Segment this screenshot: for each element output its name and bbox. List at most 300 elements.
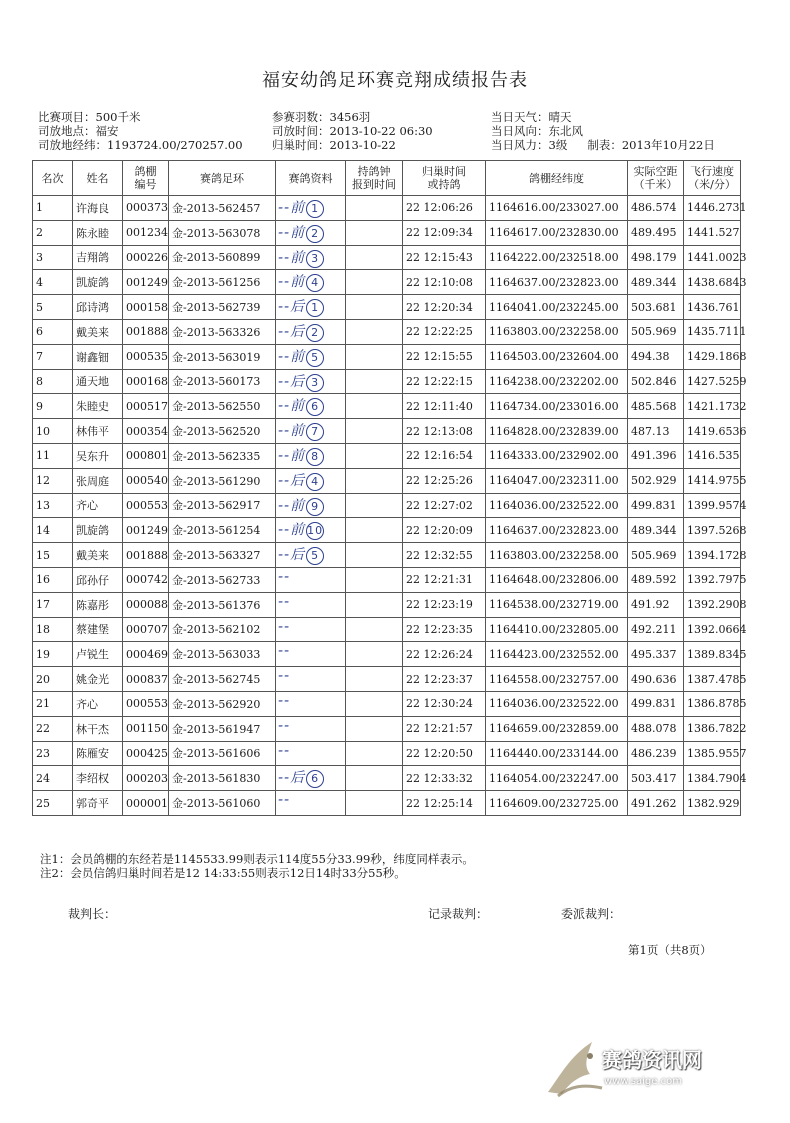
table-row: [33, 791, 741, 816]
handwritten-text: --: [278, 792, 291, 809]
circled-number: 7: [306, 423, 324, 441]
cell-name: 通天地: [73, 369, 123, 394]
table-row: [33, 443, 741, 468]
cell-distance: 503.417: [628, 766, 684, 791]
made-date: 制表：2013年10月22日: [587, 138, 715, 152]
info-mid: [272, 110, 433, 152]
cell-speed: 1392.0664: [684, 617, 741, 642]
cell-speed: 1392.2908: [684, 592, 741, 617]
cell-arrive: 22 12:23:35: [403, 617, 486, 642]
handwritten-note: [278, 197, 324, 218]
cell-name: 谢鑫钿: [73, 344, 123, 369]
cell-rank: 10: [33, 419, 73, 444]
cell-arrive: 22 12:13:08: [403, 419, 486, 444]
handwritten-note: [278, 519, 324, 540]
cell-coords: 1164036.00/232522.00: [486, 493, 628, 518]
handwritten-text: --: [278, 717, 291, 734]
header-info: 赛鸽资料: [276, 161, 346, 196]
handwritten-text: --: [278, 593, 291, 610]
cell-distance: 498.179: [628, 245, 684, 270]
cell-distance: 505.969: [628, 543, 684, 568]
cell-speed: 1438.6843: [684, 270, 741, 295]
circled-number: 3: [306, 250, 324, 268]
cell-loft: 000535: [123, 344, 169, 369]
header-speed: 飞行速度 （米/分）: [684, 161, 741, 196]
circled-number: 6: [306, 770, 324, 788]
cell-arrive: 22 12:23:19: [403, 592, 486, 617]
handwritten-text: --后: [278, 299, 306, 316]
cell-info: [276, 493, 346, 518]
table-row: [33, 493, 741, 518]
cell-loft: 000553: [123, 493, 169, 518]
cell-loft: 000203: [123, 766, 169, 791]
cell-ring: 金-2013-563326: [169, 319, 276, 344]
handwritten-text: --: [278, 618, 291, 635]
cell-loft: 000801: [123, 443, 169, 468]
cell-info: [276, 518, 346, 543]
cell-distance: 486.574: [628, 196, 684, 221]
cell-coords: 1164558.00/232757.00: [486, 667, 628, 692]
cell-info: [276, 319, 346, 344]
cell-distance: 491.262: [628, 791, 684, 816]
handwritten-note: [278, 271, 324, 292]
cell-ring: 金-2013-561830: [169, 766, 276, 791]
table-row: [33, 468, 741, 493]
cell-name: 戴美来: [73, 319, 123, 344]
handwritten-note: [278, 495, 324, 516]
handwritten-text: --后: [278, 547, 306, 564]
header-arrive: 归巢时间 或持鸽: [403, 161, 486, 196]
handwritten-note: [278, 693, 290, 709]
cell-arrive: 22 12:27:02: [403, 493, 486, 518]
table-row: [33, 667, 741, 692]
cell-coords: 1164410.00/232805.00: [486, 617, 628, 642]
cell-distance: 502.846: [628, 369, 684, 394]
handwritten-note: [278, 668, 290, 684]
cell-ring: 金-2013-561256: [169, 270, 276, 295]
cell-rank: 8: [33, 369, 73, 394]
cell-loft: 000088: [123, 592, 169, 617]
cell-arrive: 22 12:11:40: [403, 394, 486, 419]
cell-speed: 1419.6536: [684, 419, 741, 444]
header-rank: 名次: [33, 161, 73, 196]
cell-name: 朱睦史: [73, 394, 123, 419]
pigeon-logo-icon: [540, 1036, 610, 1106]
cell-coords: 1164734.00/233016.00: [486, 394, 628, 419]
cell-arrive: 22 12:25:14: [403, 791, 486, 816]
cell-name: 林干杰: [73, 716, 123, 741]
cell-rank: 22: [33, 716, 73, 741]
header-coords: 鸽棚经纬度: [486, 161, 628, 196]
cell-name: 姚金光: [73, 667, 123, 692]
cell-name: 邱诗鸿: [73, 295, 123, 320]
cell-name: 齐心: [73, 691, 123, 716]
cell-arrive: 22 12:06:26: [403, 196, 486, 221]
table-row: [33, 394, 741, 419]
cell-arrive: 22 12:20:50: [403, 741, 486, 766]
handwritten-text: --前: [278, 522, 306, 539]
circled-number: 9: [306, 498, 324, 516]
cell-coords: 1164503.00/232604.00: [486, 344, 628, 369]
cell-speed: 1384.7904: [684, 766, 741, 791]
cell-clock: [346, 617, 403, 642]
note-1: 注1：会员鸽棚的东经若是1145533.99则表示114度55分33.99秒，纬度同样表示。: [40, 852, 474, 866]
cell-name: 吴东升: [73, 443, 123, 468]
page-number: 第1页（共8页）: [628, 943, 712, 957]
cell-arrive: 22 12:15:43: [403, 245, 486, 270]
cell-rank: 20: [33, 667, 73, 692]
cell-rank: 5: [33, 295, 73, 320]
handwritten-note: [278, 643, 290, 659]
handwritten-text: --前: [278, 274, 306, 291]
cell-rank: 6: [33, 319, 73, 344]
cell-name: 齐心: [73, 493, 123, 518]
wind-direction: 当日风向：东北风: [491, 124, 583, 138]
cell-loft: 000001: [123, 791, 169, 816]
cell-ring: 金-2013-561060: [169, 791, 276, 816]
header-name: 姓名: [73, 161, 123, 196]
handwritten-text: --: [278, 668, 291, 685]
delegate-signature: 委派裁判：: [561, 907, 622, 921]
cell-name: 蔡建堡: [73, 617, 123, 642]
cell-rank: 16: [33, 567, 73, 592]
cell-coords: 1164538.00/232719.00: [486, 592, 628, 617]
cell-rank: 2: [33, 220, 73, 245]
cell-clock: [346, 493, 403, 518]
cell-speed: 1427.5259: [684, 369, 741, 394]
cell-info: [276, 369, 346, 394]
cell-speed: 1386.8785: [684, 691, 741, 716]
cell-distance: 489.344: [628, 518, 684, 543]
cell-speed: 1392.7975: [684, 567, 741, 592]
handwritten-text: --前: [278, 249, 306, 266]
cell-name: 戴美来: [73, 543, 123, 568]
circled-number: 2: [306, 324, 324, 342]
table-row: [33, 716, 741, 741]
results-body: [33, 196, 747, 816]
cell-coords: 1164036.00/232522.00: [486, 691, 628, 716]
cell-info: [276, 567, 346, 592]
cell-rank: 7: [33, 344, 73, 369]
cell-loft: 001234: [123, 220, 169, 245]
cell-rank: 23: [33, 741, 73, 766]
cell-rank: 18: [33, 617, 73, 642]
cell-loft: 000226: [123, 245, 169, 270]
cell-loft: 000837: [123, 667, 169, 692]
cell-arrive: 22 12:32:55: [403, 543, 486, 568]
cell-arrive: 22 12:20:34: [403, 295, 486, 320]
handwritten-note: [278, 718, 290, 734]
handwritten-text: --前: [278, 497, 306, 514]
cell-clock: [346, 567, 403, 592]
cell-ring: 金-2013-560899: [169, 245, 276, 270]
cell-distance: 505.969: [628, 319, 684, 344]
cell-info: [276, 196, 346, 221]
cell-coords: 1164648.00/232806.00: [486, 567, 628, 592]
cell-speed: 1399.9574: [684, 493, 741, 518]
recorder-signature: 记录裁判：: [428, 907, 489, 921]
cell-info: [276, 295, 346, 320]
cell-clock: [346, 791, 403, 816]
handwritten-note: [278, 743, 290, 759]
cell-clock: [346, 691, 403, 716]
circled-number: 5: [306, 349, 324, 367]
table-row: [33, 196, 741, 221]
table-row: [33, 567, 741, 592]
cell-loft: 000707: [123, 617, 169, 642]
handwritten-note: [278, 470, 324, 491]
handwritten-note: [278, 619, 290, 635]
cell-loft: 001888: [123, 319, 169, 344]
notes: [40, 852, 474, 880]
handwritten-text: --后: [278, 472, 306, 489]
handwritten-note: [278, 569, 290, 585]
cell-name: 陈永睦: [73, 220, 123, 245]
cell-speed: 1416.535: [684, 443, 741, 468]
cell-name: 张周庭: [73, 468, 123, 493]
cell-ring: 金-2013-563078: [169, 220, 276, 245]
cell-rank: 25: [33, 791, 73, 816]
cell-loft: 000425: [123, 741, 169, 766]
cell-info: [276, 468, 346, 493]
handwritten-text: --前: [278, 348, 306, 365]
cell-rank: 12: [33, 468, 73, 493]
weather: 当日天气：晴天: [491, 110, 572, 124]
table-row: [33, 741, 741, 766]
table-row: [33, 543, 741, 568]
cell-info: [276, 766, 346, 791]
cell-speed: 1387.4785: [684, 667, 741, 692]
header-distance: 实际空距 （千米）: [628, 161, 684, 196]
cell-speed: 1429.1868: [684, 344, 741, 369]
cell-distance: 495.337: [628, 642, 684, 667]
cell-clock: [346, 468, 403, 493]
cell-loft: 000517: [123, 394, 169, 419]
handwritten-text: --前: [278, 224, 306, 241]
watermark-url: www.saige.com: [604, 1076, 682, 1087]
cell-arrive: 22 12:09:34: [403, 220, 486, 245]
release-coords: 司放地经纬：1193724.00/270257.00: [38, 138, 243, 152]
cell-rank: 24: [33, 766, 73, 791]
handwritten-note: [278, 395, 324, 416]
cell-loft: 001888: [123, 543, 169, 568]
cell-speed: 1394.1728: [684, 543, 741, 568]
table-row: [33, 617, 741, 642]
handwritten-note: [278, 371, 324, 392]
release-time: 司放时间：2013-10-22 06:30: [272, 124, 433, 138]
cell-coords: 1164637.00/232823.00: [486, 518, 628, 543]
cell-rank: 1: [33, 196, 73, 221]
handwritten-note: [278, 296, 324, 317]
cell-rank: 11: [33, 443, 73, 468]
handwritten-text: --后: [278, 373, 306, 390]
cell-info: [276, 394, 346, 419]
handwritten-text: --后: [278, 770, 306, 787]
handwritten-text: --: [278, 643, 291, 660]
cell-clock: [346, 716, 403, 741]
circled-number: 2: [306, 225, 324, 243]
cell-ring: 金-2013-562550: [169, 394, 276, 419]
circled-number: 10: [306, 522, 324, 540]
cell-loft: 000540: [123, 468, 169, 493]
cell-coords: 1164659.00/232859.00: [486, 716, 628, 741]
cell-coords: 1164609.00/232725.00: [486, 791, 628, 816]
cell-clock: [346, 518, 403, 543]
cell-arrive: 22 12:21:31: [403, 567, 486, 592]
cell-distance: 491.92: [628, 592, 684, 617]
cell-info: [276, 270, 346, 295]
cell-rank: 3: [33, 245, 73, 270]
handwritten-note: [278, 445, 324, 466]
cell-distance: 489.344: [628, 270, 684, 295]
cell-arrive: 22 12:22:25: [403, 319, 486, 344]
cell-ring: 金-2013-562739: [169, 295, 276, 320]
cell-distance: 489.592: [628, 567, 684, 592]
cell-clock: [346, 319, 403, 344]
cell-info: [276, 220, 346, 245]
header-row: [33, 161, 741, 196]
cell-coords: 1164222.00/232518.00: [486, 245, 628, 270]
handwritten-note: [278, 222, 324, 243]
cell-distance: 486.239: [628, 741, 684, 766]
cell-arrive: 22 12:16:54: [403, 443, 486, 468]
cell-ring: 金-2013-562102: [169, 617, 276, 642]
cell-name: 凯旋鸽: [73, 270, 123, 295]
circled-number: 4: [306, 473, 324, 491]
cell-coords: 1163803.00/232258.00: [486, 319, 628, 344]
handwritten-note: [278, 321, 324, 342]
table-row: [33, 344, 741, 369]
cell-distance: 503.681: [628, 295, 684, 320]
table-row: [33, 220, 741, 245]
cell-info: [276, 741, 346, 766]
cell-clock: [346, 245, 403, 270]
info-right: [491, 110, 715, 152]
table-row: [33, 691, 741, 716]
circled-number: 1: [306, 299, 324, 317]
cell-ring: 金-2013-562920: [169, 691, 276, 716]
cell-info: [276, 617, 346, 642]
cell-info: [276, 716, 346, 741]
circled-number: 3: [306, 374, 324, 392]
circled-number: 6: [306, 398, 324, 416]
cell-clock: [346, 419, 403, 444]
report-title: 福安幼鸽足环赛竞翔成绩报告表: [262, 70, 528, 91]
header-ring: 赛鸽足环: [169, 161, 276, 196]
cell-coords: 1164423.00/232552.00: [486, 642, 628, 667]
cell-name: 林伟平: [73, 419, 123, 444]
cell-coords: 1164617.00/232830.00: [486, 220, 628, 245]
cell-distance: 488.078: [628, 716, 684, 741]
watermark-name: 赛鸽资讯网: [602, 1048, 702, 1072]
cell-name: 吉翔鸽: [73, 245, 123, 270]
table-row: [33, 592, 741, 617]
cell-distance: 489.495: [628, 220, 684, 245]
cell-name: 卢锐生: [73, 642, 123, 667]
table-row: [33, 245, 741, 270]
cell-speed: 1414.9755: [684, 468, 741, 493]
cell-ring: 金-2013-563327: [169, 543, 276, 568]
cell-clock: [346, 741, 403, 766]
results-table: [32, 160, 747, 816]
cell-arrive: 22 12:26:24: [403, 642, 486, 667]
table-row: [33, 369, 741, 394]
cell-name: 陈雁安: [73, 741, 123, 766]
cell-ring: 金-2013-561254: [169, 518, 276, 543]
handwritten-text: --后: [278, 323, 306, 340]
handwritten-text: --: [278, 742, 291, 759]
info-left: [38, 110, 243, 152]
cell-distance: 485.568: [628, 394, 684, 419]
cell-loft: 000373: [123, 196, 169, 221]
handwritten-text: --: [278, 692, 291, 709]
cell-name: 邱孙仔: [73, 567, 123, 592]
cell-coords: 1164041.00/232245.00: [486, 295, 628, 320]
cell-clock: [346, 543, 403, 568]
cell-loft: 001150: [123, 716, 169, 741]
cell-loft: 000354: [123, 419, 169, 444]
cell-clock: [346, 667, 403, 692]
cell-info: [276, 344, 346, 369]
cell-ring: 金-2013-562745: [169, 667, 276, 692]
cell-arrive: 22 12:22:15: [403, 369, 486, 394]
table-row: [33, 642, 741, 667]
cell-ring: 金-2013-562733: [169, 567, 276, 592]
wind-force: 当日风力：3级: [491, 138, 568, 152]
cell-speed: 1441.0023: [684, 245, 741, 270]
note-2: 注2：会员信鸽归巢时间若是12 14:33:55则表示12日14时33分55秒。: [40, 866, 406, 880]
handwritten-note: [278, 420, 324, 441]
circled-number: 4: [306, 274, 324, 292]
table-row: [33, 419, 741, 444]
cell-ring: 金-2013-561606: [169, 741, 276, 766]
cell-loft: 000469: [123, 642, 169, 667]
cell-arrive: 22 12:21:57: [403, 716, 486, 741]
cell-name: 郭奇平: [73, 791, 123, 816]
header-loft: 鸽棚 编号: [123, 161, 169, 196]
handwritten-note: [278, 767, 324, 788]
cell-name: 陈嘉彤: [73, 592, 123, 617]
cell-coords: 1164637.00/232823.00: [486, 270, 628, 295]
entries-count: 参赛羽数：3456羽: [272, 110, 371, 124]
handwritten-note: [278, 247, 324, 268]
cell-coords: 1164440.00/233144.00: [486, 741, 628, 766]
watermark-logo: [540, 1036, 760, 1106]
cell-distance: 494.38: [628, 344, 684, 369]
cell-loft: 000168: [123, 369, 169, 394]
cell-info: [276, 245, 346, 270]
cell-rank: 9: [33, 394, 73, 419]
cell-arrive: 22 12:15:55: [403, 344, 486, 369]
cell-coords: 1164047.00/232311.00: [486, 468, 628, 493]
cell-distance: 499.831: [628, 691, 684, 716]
cell-clock: [346, 766, 403, 791]
cell-rank: 15: [33, 543, 73, 568]
cell-name: 李绍权: [73, 766, 123, 791]
cell-info: [276, 691, 346, 716]
circled-number: 1: [306, 200, 324, 218]
cell-loft: 000553: [123, 691, 169, 716]
cell-info: [276, 443, 346, 468]
cell-ring: 金-2013-563019: [169, 344, 276, 369]
cell-info: [276, 667, 346, 692]
cell-distance: 492.211: [628, 617, 684, 642]
cell-ring: 金-2013-562457: [169, 196, 276, 221]
cell-clock: [346, 344, 403, 369]
cell-ring: 金-2013-562335: [169, 443, 276, 468]
cell-info: [276, 642, 346, 667]
cell-name: 许海良: [73, 196, 123, 221]
